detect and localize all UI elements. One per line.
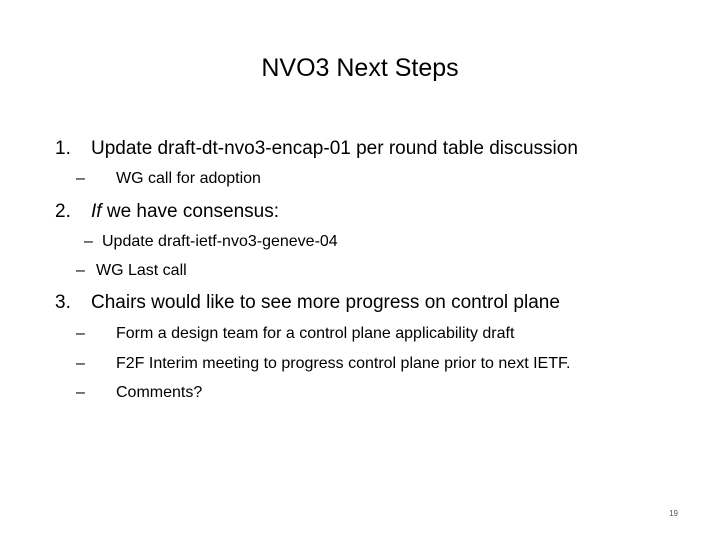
list-item-3 — [55, 290, 560, 316]
list-item-1 — [55, 136, 578, 162]
list-number: 2. — [55, 201, 71, 222]
sub-item-text: Comments? — [116, 384, 203, 401]
sub-item — [76, 382, 202, 404]
list-item-text: we have consensus: — [101, 201, 280, 222]
dash-bullet: – — [76, 325, 85, 342]
list-item-text: Update draft-dt-nvo3-encap-01 per round table discussion — [91, 138, 578, 159]
list-item-italic-lead: If — [91, 201, 102, 222]
page-number: 19 — [669, 509, 678, 518]
sub-item-text: Update draft-ietf-nvo3-geneve-04 — [102, 233, 338, 250]
sub-item — [84, 231, 338, 253]
dash-bullet: – — [76, 355, 85, 372]
sub-item — [76, 353, 570, 375]
sub-item-text: WG Last call — [96, 262, 187, 279]
dash-bullet: – — [76, 170, 85, 187]
sub-item-text: F2F Interim meeting to progress control plane prior to next IETF. — [116, 355, 571, 372]
sub-item-text: Form a design team for a control plane applicability draft — [116, 325, 515, 342]
list-item-text: Chairs would like to see more progress on control plane — [91, 292, 560, 313]
sub-item — [76, 323, 514, 345]
list-number: 1. — [55, 138, 71, 159]
dash-bullet: – — [76, 384, 85, 401]
sub-item — [76, 168, 261, 190]
list-number: 3. — [55, 292, 71, 313]
sub-item-text: WG call for adoption — [116, 170, 261, 187]
dash-bullet: – — [84, 233, 93, 250]
slide-title: NVO3 Next Steps — [261, 54, 459, 82]
sub-item — [76, 260, 187, 282]
list-item-2 — [55, 199, 279, 225]
dash-bullet: – — [76, 262, 85, 279]
